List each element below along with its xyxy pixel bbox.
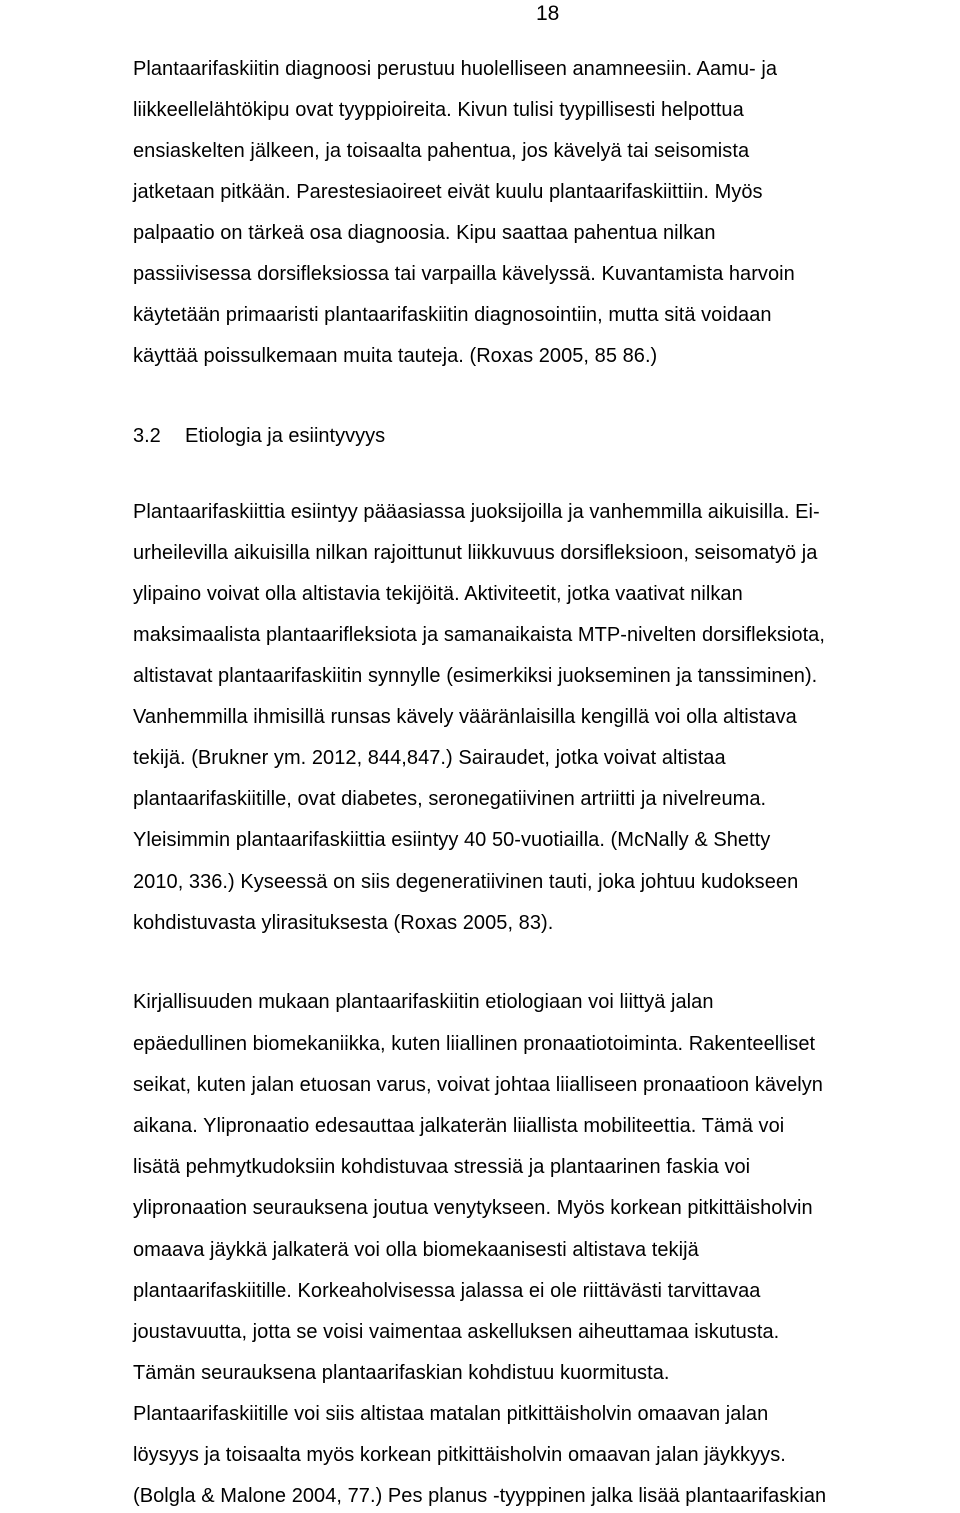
text-line: passiivisessa dorsifleksiossa tai varpailla kävelyssä. Kuvantamista harvoin <box>133 263 795 285</box>
page-number: 18 <box>536 2 560 25</box>
section-number: 3.2 <box>133 425 161 447</box>
text-line: omaava jäykkä jalkaterä voi olla biomekaanisesti altistava tekijä <box>133 1239 699 1261</box>
text-line: Tämän seurauksena plantaarifaskian kohdistuu kuormitusta. <box>133 1362 670 1384</box>
text-line: Yleisimmin plantaarifaskiittia esiintyy 40 50-vuotiailla. (McNally & Shetty <box>133 829 771 851</box>
text-line: plantaarifaskiitille. Korkeaholvisessa jalassa ei ole riittävästi tarvittavaa <box>133 1280 761 1302</box>
text-line: ylipronaation seurauksena joutua venytykseen. Myös korkean pitkittäisholvin <box>133 1197 813 1219</box>
section-title: Etiologia ja esiintyvyys <box>185 425 386 447</box>
text-line: altistavat plantaarifaskiitin synnylle (esimerkiksi juokseminen ja tanssiminen). <box>133 665 818 687</box>
text-line: seikat, kuten jalan etuosan varus, voivat johtaa liialliseen pronaatioon kävelyn <box>133 1074 823 1096</box>
text-line: löysyys ja toisaalta myös korkean pitkittäisholvin omaavan jalan jäykkyys. <box>133 1444 786 1466</box>
text-line: ylipaino voivat olla altistavia tekijöitä. Aktiviteetit, jotka vaativat nilkan <box>133 583 743 605</box>
text-line: (Bolgla & Malone 2004, 77.) Pes planus -tyyppinen jalka lisää plantaarifaskian <box>133 1485 827 1507</box>
text-line: ensiaskelten jälkeen, ja toisaalta pahentua, jos kävelyä tai seisomista <box>133 140 750 162</box>
text-line: Plantaarifaskiitille voi siis altistaa matalan pitkittäisholvin omaavan jalan <box>133 1403 769 1425</box>
text-line: Vanhemmilla ihmisillä runsas kävely vääränlaisilla kengillä voi olla altistava <box>133 706 797 728</box>
text-line: Plantaarifaskiitin diagnoosi perustuu huolelliseen anamneesiin. Aamu- ja <box>133 58 777 80</box>
text-line: plantaarifaskiitille, ovat diabetes, seronegatiivinen artriitti ja nivelreuma. <box>133 788 767 810</box>
text-line: tekijä. (Brukner ym. 2012, 844,847.) Sairaudet, jotka voivat altistaa <box>133 747 726 769</box>
text-line: palpaatio on tärkeä osa diagnoosia. Kipu saattaa pahentua nilkan <box>133 222 716 244</box>
text-line: 2010, 336.) Kyseessä on siis degeneratiivinen tauti, joka johtuu kudokseen <box>133 871 799 893</box>
text-line: aikana. Ylipronaatio edesauttaa jalkaterän liiallista mobiliteettia. Tämä voi <box>133 1115 785 1137</box>
text-line: liikkeellelähtökipu ovat tyyppioireita. Kivun tulisi tyypillisesti helpottua <box>133 99 744 121</box>
text-line: urheilevilla aikuisilla nilkan rajoittunut liikkuvuus dorsifleksioon, seisomatyö ja <box>133 542 818 564</box>
text-line: Plantaarifaskiittia esiintyy pääasiassa juoksijoilla ja vanhemmilla aikuisilla. Ei- <box>133 501 820 523</box>
text-line: maksimaalista plantaarifleksiota ja samanaikaista MTP-nivelten dorsifleksiota, <box>133 624 825 646</box>
text-line: kohdistuvasta ylirasituksesta (Roxas 2005, 83). <box>133 912 554 934</box>
text-line: jatketaan pitkään. Parestesiaoireet eivät kuulu plantaarifaskiittiin. Myös <box>133 181 763 203</box>
text-line: Kirjallisuuden mukaan plantaarifaskiitin etiologiaan voi liittyä jalan <box>133 991 714 1013</box>
text-line: epäedullinen biomekaniikka, kuten liiallinen pronaatiotoiminta. Rakenteelliset <box>133 1033 816 1055</box>
text-line: joustavuutta, jotta se voisi vaimentaa askelluksen aiheuttamaa iskutusta. <box>133 1321 780 1343</box>
text-line: käyttää poissulkemaan muita tauteja. (Roxas 2005, 85 86.) <box>133 345 658 367</box>
text-line: käytetään primaaristi plantaarifaskiitin diagnosointiin, mutta sitä voidaan <box>133 304 772 326</box>
text-line: lisätä pehmytkudoksiin kohdistuvaa stressiä ja plantaarinen faskia voi <box>133 1156 751 1178</box>
